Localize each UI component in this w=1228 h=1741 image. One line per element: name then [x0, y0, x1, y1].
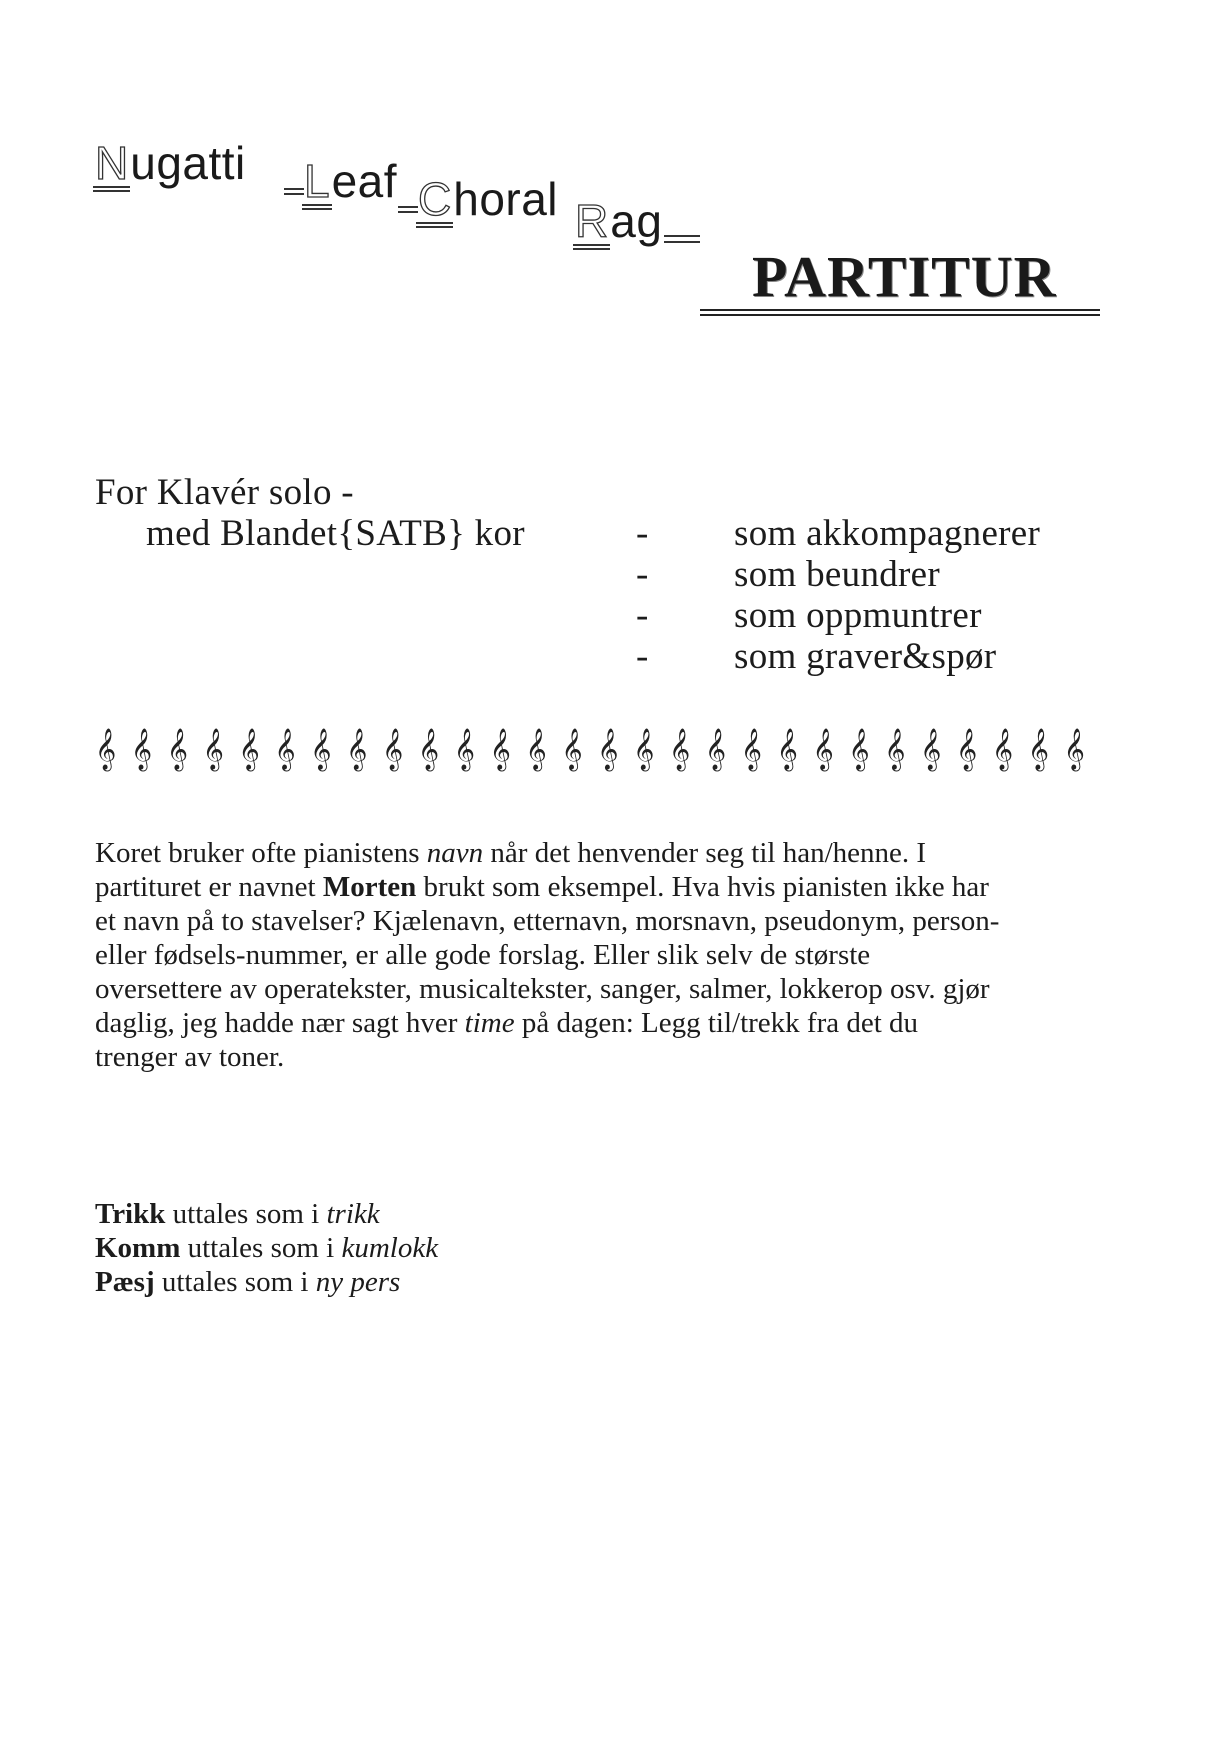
treble-clef-icon: 𝄞	[812, 729, 834, 770]
text-run: oversettere av operatekster, musicaltekster, sanger, salmer, lokkerop osv. gjør	[95, 973, 990, 1005]
text-run: på dagen: Legg til/trekk fra det du	[514, 1007, 919, 1039]
treble-clef-icon: 𝄞	[633, 729, 655, 770]
treble-clef-icon: 𝄞	[776, 729, 798, 770]
treble-clef-icon: 𝄞	[740, 729, 763, 770]
treble-clef-icon: 𝄞	[453, 729, 476, 770]
title-word-rest: ugatti	[130, 137, 246, 189]
title-word-rag	[575, 195, 700, 247]
treble-clef-icon: 𝄞	[848, 729, 870, 770]
text-run: daglig, jeg hadde nær sagt hver	[95, 1007, 465, 1039]
paragraph-line	[95, 938, 1115, 972]
role-dash: -	[636, 554, 649, 595]
role-item: som akkompagnerer	[734, 513, 1041, 554]
italic-text: ny pers	[315, 1266, 401, 1298]
role-dash: -	[636, 513, 649, 554]
italic-text: time	[464, 1007, 515, 1039]
pronunciation-item	[95, 1197, 438, 1231]
title-word-nugatti	[95, 137, 246, 189]
paragraph-line	[95, 972, 1115, 1006]
text-run: uttales som i	[180, 1232, 342, 1264]
title-initial-c: C	[418, 173, 452, 225]
text-run: brukt som eksempel. Hva hvis pianisten ikke har	[416, 871, 989, 903]
instrumentation-line-2: med Blandet{SATB} kor	[146, 513, 525, 554]
bold-text: Morten	[322, 871, 417, 903]
text-run: Koret bruker ofte pianistens	[95, 837, 427, 869]
title-word-choral	[398, 173, 559, 225]
treble-clef-icon: 𝄞	[956, 729, 978, 770]
treble-clef-icon: 𝄞	[274, 729, 296, 770]
role-item: som beundrer	[734, 554, 941, 595]
title-underline-stub	[398, 206, 418, 213]
pronunciation-item	[95, 1231, 438, 1265]
title-word-rest: eaf	[331, 155, 398, 207]
paragraph-line	[95, 1006, 1115, 1040]
instrumentation-line-1: For Klavér solo -	[95, 472, 354, 513]
paragraph-line	[95, 836, 1115, 870]
title-initial-r: R	[575, 195, 609, 247]
pronunciation-item	[95, 1265, 438, 1299]
treble-clef-icon: 𝄞	[346, 729, 368, 770]
treble-clef-icon: 𝄞	[597, 729, 619, 770]
title-underline-stub	[284, 188, 304, 195]
text-run: et navn på to stavelser? Kjælenavn, etternavn, morsnavn, pseudonym, person-	[95, 905, 1000, 937]
italic-text: kumlokk	[341, 1232, 439, 1264]
bold-text: Pæsj	[95, 1266, 155, 1298]
bold-text: Komm	[95, 1232, 181, 1264]
paragraph-line	[95, 904, 1115, 938]
role-item: som graver&spør	[734, 636, 997, 677]
text-run: eller fødsels-nummer, er alle gode forslag. Eller slik selv de største	[95, 939, 871, 971]
title-word-leaf	[284, 155, 398, 207]
treble-clef-icon: 𝄞	[561, 729, 583, 770]
role-dash: -	[636, 595, 649, 636]
treble-clef-icon: 𝄞	[920, 729, 942, 770]
treble-clef-icon: 𝄞	[238, 729, 260, 770]
intro-paragraph	[95, 836, 1115, 1074]
text-run: når det henvender seg til han/henne. I	[483, 837, 927, 869]
paragraph-line	[95, 1040, 1115, 1074]
text-run: partituret er navnet	[95, 871, 323, 903]
treble-clef-icon: 𝄞	[417, 729, 440, 770]
page-subtitle: PARTITUR	[752, 244, 1057, 309]
text-run: trenger av toner.	[95, 1041, 285, 1073]
title-word-rest: horal	[453, 173, 559, 225]
treble-clef-icon: 𝄞	[382, 729, 404, 770]
text-run: uttales som i	[165, 1198, 327, 1230]
italic-text: trikk	[326, 1198, 380, 1230]
paragraph-line	[95, 870, 1115, 904]
title-word-rest: ag	[610, 195, 663, 247]
title-underline-tail	[664, 235, 700, 243]
role-dash: -	[636, 636, 649, 677]
treble-clef-icon: 𝄞	[991, 729, 1014, 770]
treble-clef-icon: 𝄞	[704, 729, 727, 770]
title-initial-l: L	[304, 155, 330, 207]
treble-clef-icon: 𝄞	[166, 729, 189, 770]
title-initial-n: N	[95, 137, 129, 189]
treble-clef-icon: 𝄞	[525, 729, 547, 770]
treble-clef-icon: 𝄞	[489, 729, 511, 770]
treble-clef-icon: 𝄞	[1027, 729, 1050, 770]
italic-text: navn	[426, 837, 484, 869]
treble-clef-icon: 𝄞	[95, 729, 117, 770]
subtitle-underline	[700, 309, 1100, 316]
bold-text: Trikk	[95, 1198, 166, 1230]
treble-clef-icon: 𝄞	[669, 729, 691, 770]
role-item: som oppmuntrer	[734, 595, 982, 636]
treble-clef-icon: 𝄞	[202, 729, 224, 770]
text-run: uttales som i	[154, 1266, 316, 1298]
treble-clef-icon: 𝄞	[1063, 729, 1085, 770]
treble-clef-row	[95, 729, 1085, 770]
treble-clef-icon: 𝄞	[130, 729, 153, 770]
pronunciation-list	[95, 1197, 438, 1299]
treble-clef-icon: 𝄞	[310, 729, 332, 770]
treble-clef-icon: 𝄞	[884, 729, 906, 770]
